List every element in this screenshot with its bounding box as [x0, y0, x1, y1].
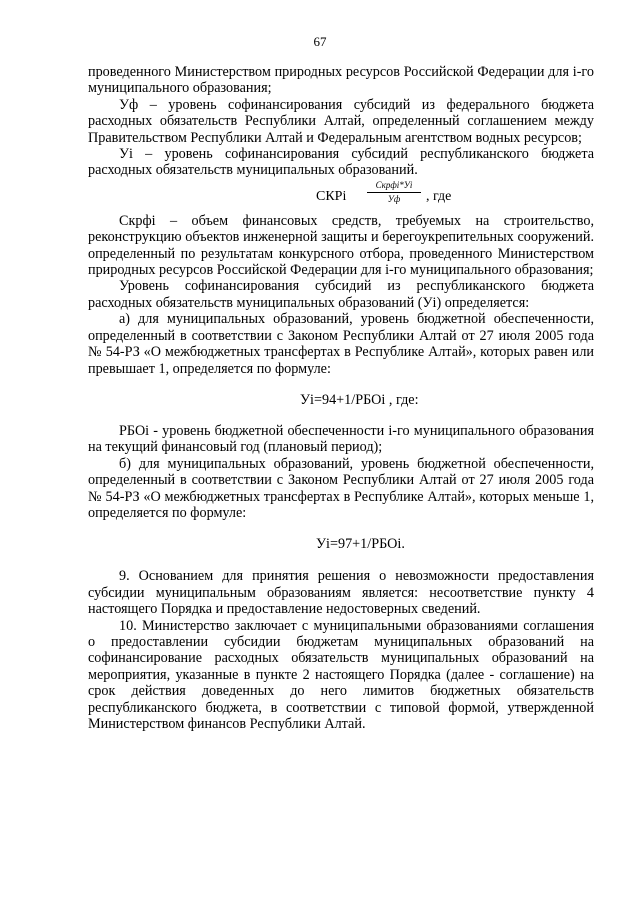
paragraph: проведенного Министерством природных ресурсов Российской Федерации для i-го муниципального образования; — [88, 64, 594, 97]
formula-suffix: , где — [426, 188, 452, 204]
formula-fraction — [367, 180, 421, 205]
document-body — [88, 64, 594, 732]
formula-lhs: СКРi — [316, 188, 347, 204]
formula-skr — [88, 179, 594, 213]
paragraph: 9. Основанием для принятия решения о невозможности предоставления субсидии муниципальным образованиям является: несоответствие пункту 4 настоящего Порядка и предоставление недостоверных сведений. — [88, 568, 594, 618]
formula-denominator: Уф — [387, 193, 401, 204]
paragraph: а) для муниципальных образований, уровень бюджетной обеспеченности, определенный в соответствии с Законом Республики Алтай от 27 июля 2005 года № 54-РЗ «О межбюджетных трансфертах в Республике Алтай», которых равен или превышает 1, определяется по формуле: — [88, 311, 594, 377]
formula-numerator: Скрфi*Уi — [367, 180, 421, 193]
paragraph: Уi – уровень софинансирования субсидий республиканского бюджета расходных обязательств муниципальных образований. — [88, 146, 594, 179]
paragraph: Уф – уровень софинансирования субсидий из федерального бюджета расходных обязательств Республики Алтай, определенный соглашением между Правительством Республики Алтай и Федеральным агентством водных ресурсов; — [88, 96, 594, 146]
paragraph: Скрфi – объем финансовых средств, требуемых на строительство, реконструкцию объектов инженерной защиты и берегоукрепительных сооружений. определенный по результатам конкурсного отбора, проведенного Министерством природных ресурсов Российской Федерации для i-го муниципального образования; — [88, 212, 594, 279]
page-number: 67 — [313, 34, 327, 49]
paragraph: Уровень софинансирования субсидий из республиканского бюджета расходных обязательств муниципальных образований (Уi) определяется: — [88, 278, 594, 311]
paragraph: б) для муниципальных образований, уровень бюджетной обеспеченности, определенный в соответствии с Законом Республики Алтай от 27 июля 2005 года № 54-РЗ «О межбюджетных трансфертах в Республике Алтай», которых меньше 1, определяется по формуле: — [88, 455, 594, 521]
paragraph: 10. Министерство заключает с муниципальными образованиями соглашения о предоставлении субсидии бюджетам муниципальных образований на софинансирование расходных обязательств муниципальных образований на мероприятия, указанные в пункте 2 настоящего Порядка (далее - соглашение) на срок действия доведенных до него лимитов бюджетных обязательств республиканского бюджета, в соответствии с типовой формой, утвержденной Министерством финансов Республики Алтай. — [88, 617, 594, 732]
formula-y-94: Уi=94+1/РБОi , где: — [300, 391, 419, 408]
formula-y-97: Уi=97+1/РБОi. — [316, 536, 405, 553]
paragraph: РБОi - уровень бюджетной обеспеченности i-го муниципального образования на текущий финансовый год (плановый период); — [88, 422, 594, 456]
